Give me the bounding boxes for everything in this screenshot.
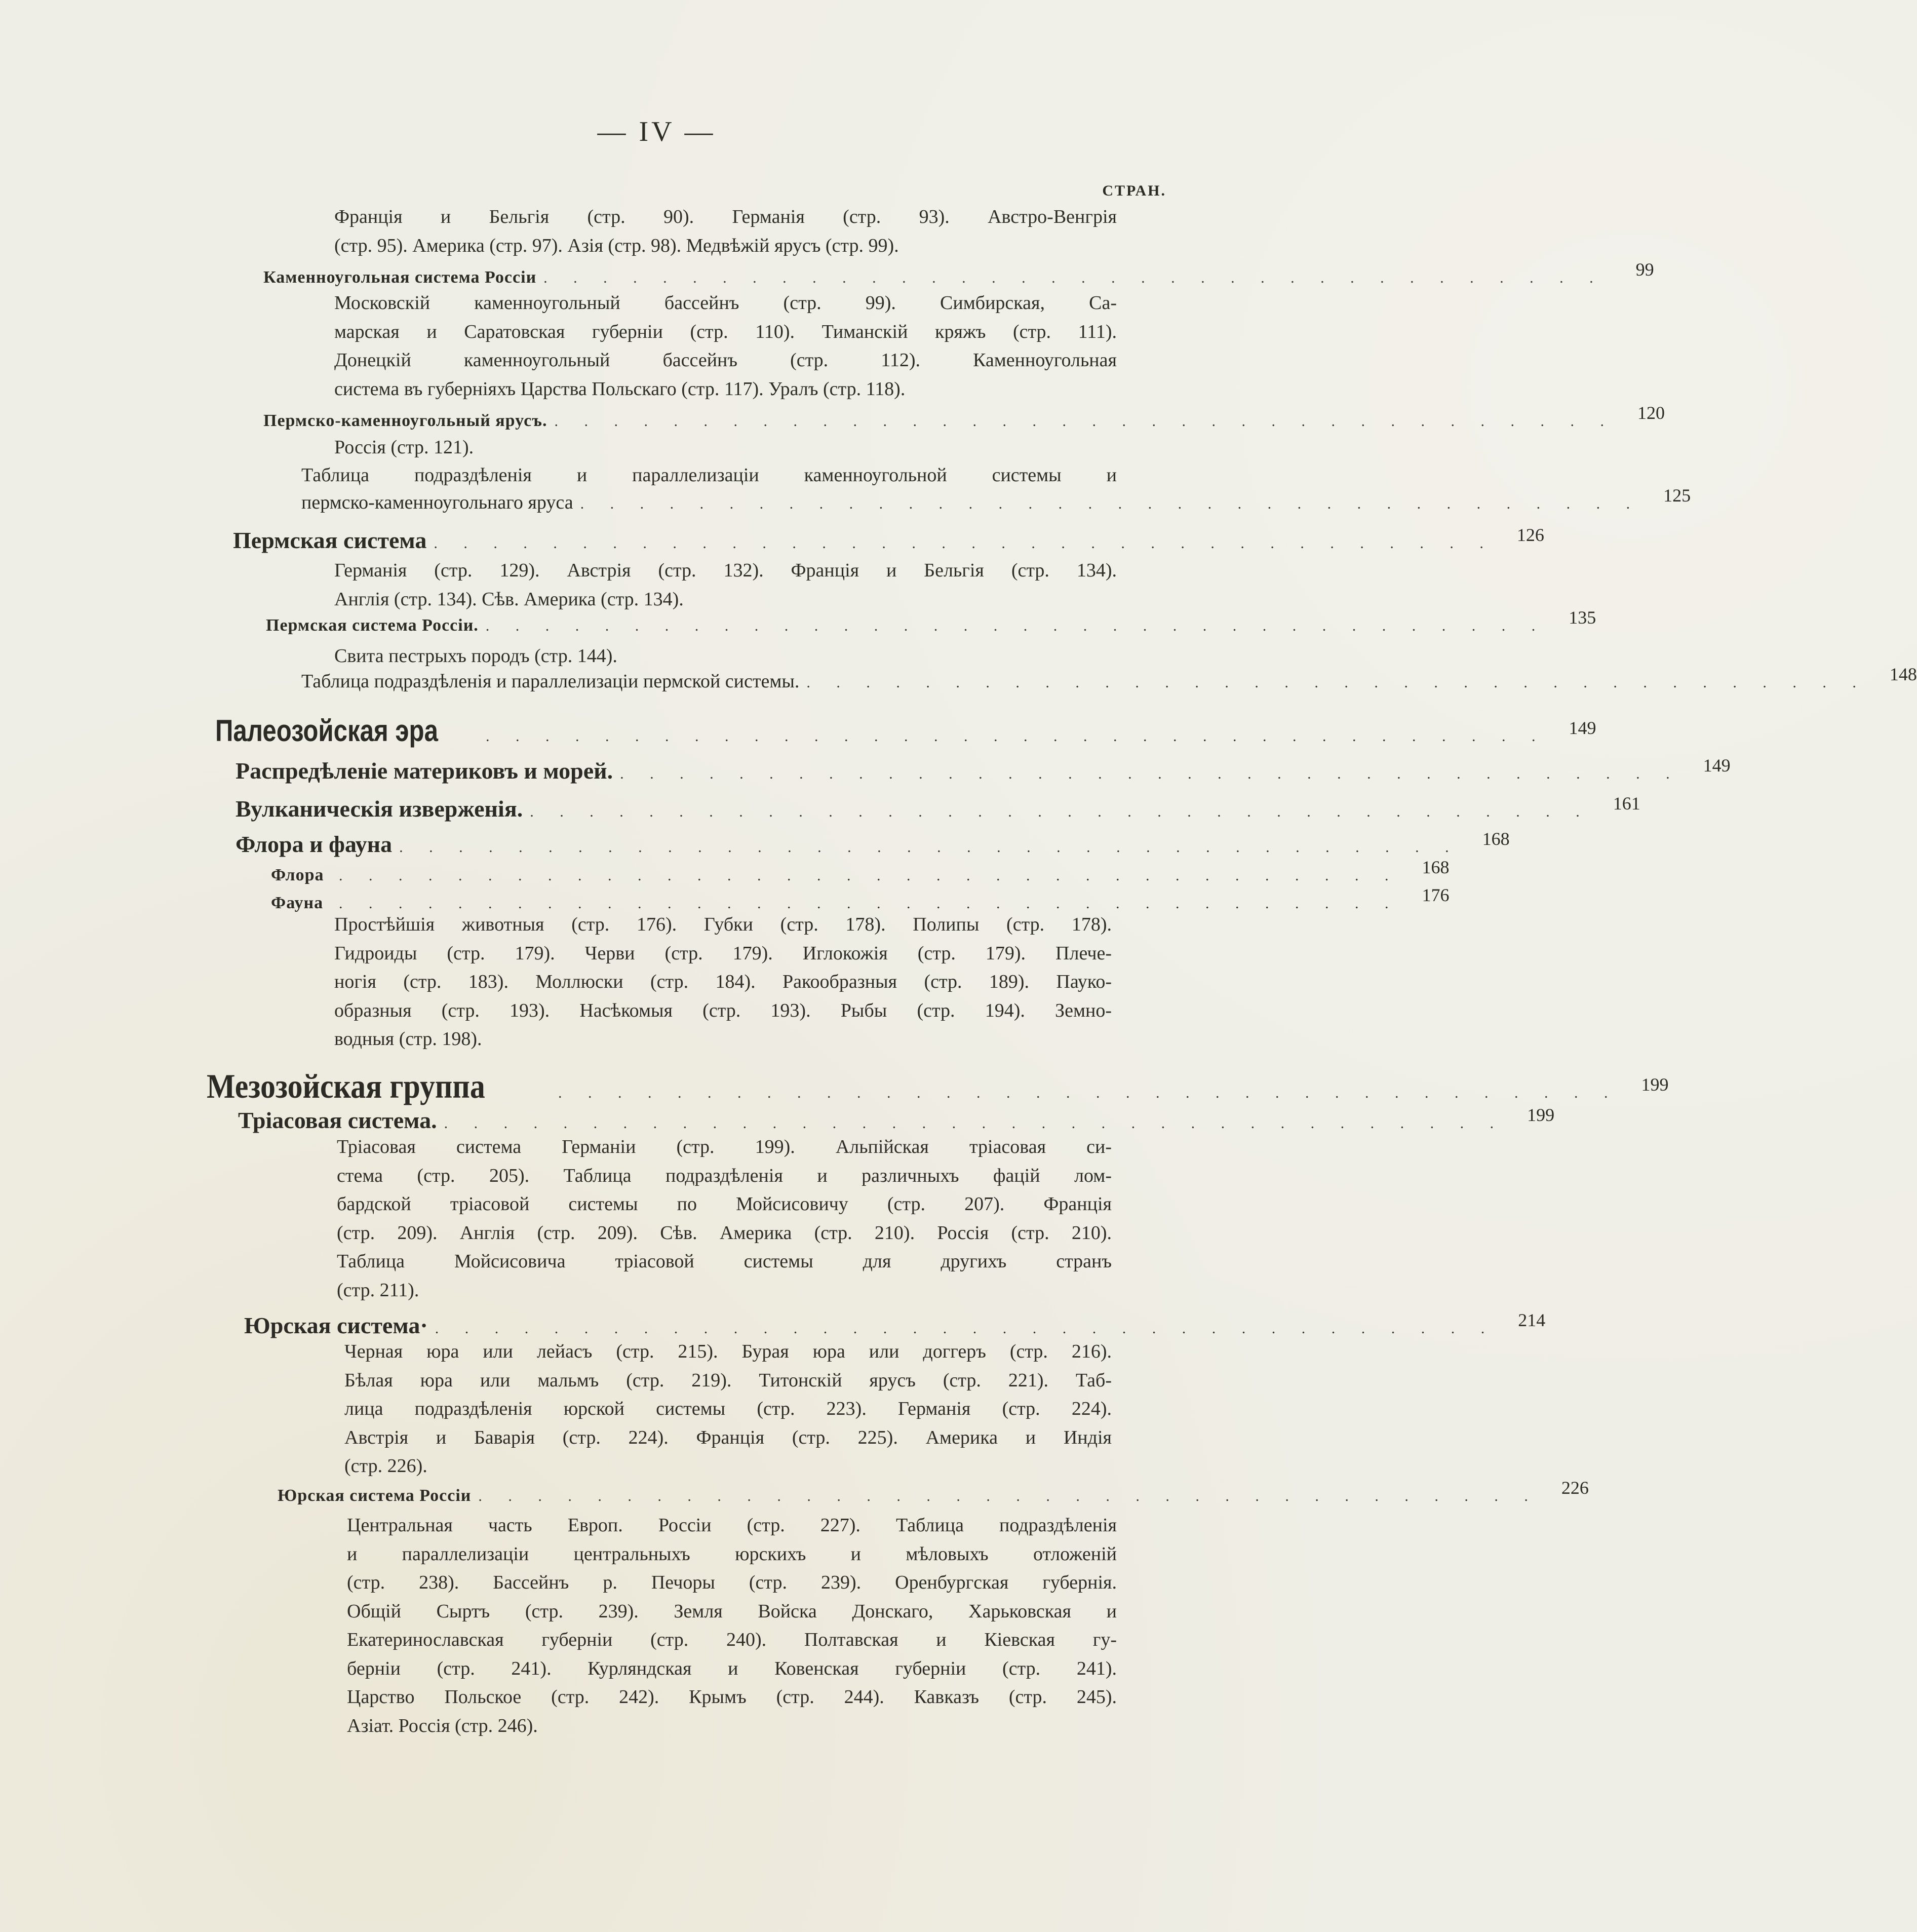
- entry-title: Фауна: [271, 894, 324, 912]
- desc-line: стема (стр. 205). Таблица подраздѣленiя и различныхъ фацiй лом-: [337, 1165, 1112, 1186]
- leader-dots: . . . . . . . . . . . . . . . . . . . . . . . . . . . . . . . . . . . .: [339, 895, 1400, 912]
- entry-title: Пермская система Россiи.: [266, 616, 479, 635]
- desc-line: Таблица Мойсисовича трiасовой системы для другихъ странъ: [337, 1251, 1112, 1272]
- entry-title-wrap: [207, 1066, 551, 1106]
- desc-line: Донецкiй каменноугольный бассейнъ (стр. 112). Каменноугольная: [334, 350, 1117, 371]
- desc-line: Черная юра или лейасъ (стр. 215). Бурая юра или доггеръ (стр. 216).: [344, 1341, 1112, 1362]
- desc-line: Таблица подраздѣленiя и параллелизацiи каменноугольной системы и: [301, 465, 1117, 486]
- desc-line: (стр. 209). Англiя (стр. 209). Сѣв. Америка (стр. 210). Россiя (стр. 210).: [337, 1222, 1112, 1244]
- entry-title-wrap: [215, 713, 479, 748]
- toc-entry[interactable]: [236, 755, 1731, 786]
- toc-entry[interactable]: [244, 1310, 1546, 1340]
- desc-line: (стр. 238). Бассейнъ р. Печоры (стр. 239). Оренбургская губернiя.: [347, 1572, 1117, 1593]
- leader-dots: . . . . . . . . . . . . . . . . . . . . . . . . . . . . . . . . . . . .: [530, 803, 1591, 820]
- entry-page: 149: [1703, 755, 1731, 776]
- desc-line: бардской трiасовой системы по Мойсисовичу (стр. 207). Францiя: [337, 1193, 1112, 1215]
- desc-line: Гидроиды (стр. 179). Черви (стр. 179). Иглокожiя (стр. 179). Плече-: [334, 942, 1112, 964]
- leader-dots: . . . . . . . . . . . . . . . . . . . . . . . . . . . . . . . . . . . .: [543, 269, 1605, 286]
- entry-page: 168: [1482, 829, 1510, 849]
- desc-line: Московскiй каменноугольный бассейнъ (стр. 99). Симбирская, Са-: [334, 292, 1117, 314]
- toc-description: [301, 461, 1117, 490]
- entry-title: пермско-каменноугольнаго яруса: [301, 492, 573, 513]
- entry-page: 199: [1527, 1105, 1555, 1125]
- leader-dots: . . . . . . . . . . . . . . . . . . . . . . . . . . . . . . . . . . . .: [444, 1115, 1505, 1132]
- toc-entry[interactable]: [215, 713, 1596, 748]
- entry-title: Таблица подраздѣленiя и параллелизацiи пермской системы.: [301, 671, 800, 692]
- entry-page: 168: [1422, 857, 1450, 877]
- toc-description: [344, 1337, 1112, 1481]
- leader-dots: . . . . . . . . . . . . . . . . . . . . . . . . . . . . . . . . . . . .: [806, 674, 1867, 691]
- desc-line: Простѣйшiя животныя (стр. 176). Губки (стр. 178). Полипы (стр. 178).: [334, 914, 1112, 935]
- desc-line: Австрiя и Баварiя (стр. 224). Францiя (стр. 225). Америка и Индiя: [344, 1426, 1112, 1448]
- desc-line: система въ губернiяхъ Царства Польскаго (стр. 117). Уралъ (стр. 118).: [334, 378, 906, 400]
- entry-page: 120: [1637, 403, 1665, 423]
- entry-page: 199: [1641, 1074, 1669, 1095]
- entry-page: 135: [1569, 607, 1596, 628]
- toc-entry[interactable]: [236, 793, 1640, 824]
- leader-dots: . . . . . . . . . . . . . . . . . . . . . . . . . . . . . . . . . . . .: [339, 867, 1400, 884]
- toc-description: [334, 203, 1117, 260]
- leader-dots: . . . . . . . . . . . . . . . . . . . . . . . . . . . . . . . . . . . .: [478, 1488, 1539, 1504]
- entry-page: 99: [1635, 259, 1654, 280]
- desc-line: ногiя (стр. 183). Моллюски (стр. 184). Ракообразныя (стр. 189). Пауко-: [334, 971, 1112, 992]
- toc-description: [334, 289, 1117, 403]
- entry-title: Палеозойская эра: [215, 714, 438, 748]
- pages-column-label: СТРАН.: [1102, 182, 1166, 199]
- toc-description: [347, 1511, 1117, 1740]
- leader-dots: . . . . . . . . . . . . . . . . . . . . . . . . . . . . . . . . . . . .: [434, 535, 1495, 552]
- leader-dots: . . . . . . . . . . . . . . . . . . . . . . . . . . . . . . . . . . . .: [554, 413, 1616, 430]
- entry-title: Юрская система Россiи: [278, 1486, 472, 1505]
- desc-line: (стр. 211).: [337, 1279, 419, 1301]
- toc-entry[interactable]: [301, 485, 1691, 520]
- desc-line: Общiй Сыртъ (стр. 239). Земля Войска Донскаго, Харьковская и: [347, 1600, 1117, 1622]
- entry-title: Вулканическiя изверженiя.: [236, 796, 523, 822]
- desc-line: Россiя (стр. 121).: [334, 437, 474, 458]
- entry-page: 161: [1613, 793, 1640, 814]
- desc-line: Азiат. Россiя (стр. 246).: [347, 1715, 538, 1736]
- entry-title: Флора: [271, 866, 324, 884]
- entry-page: 148: [1889, 664, 1917, 684]
- desc-line: Бѣлая юра или мальмъ (стр. 219). Титонскiй ярусъ (стр. 221). Таб-: [344, 1369, 1112, 1391]
- desc-line: Свита пестрыхъ породъ (стр. 144).: [334, 645, 617, 667]
- entry-page: 176: [1422, 885, 1450, 905]
- leader-dots: . . . . . . . . . . . . . . . . . . . . . . . . . . . . . . . . . . . .: [486, 728, 1547, 745]
- entry-title: Каменноугольная система Россiи: [263, 268, 537, 287]
- toc-description: [334, 642, 1117, 671]
- toc-entry[interactable]: [278, 1478, 1589, 1513]
- desc-line: Германiя (стр. 129). Австрiя (стр. 132). Францiя и Бельгiя (стр. 134).: [334, 560, 1117, 581]
- desc-line: водныя (стр. 198).: [334, 1028, 482, 1050]
- toc-description: [334, 433, 1117, 462]
- entry-page: 226: [1561, 1478, 1589, 1498]
- leader-dots: . . . . . . . . . . . . . . . . . . . . . . . . . . . . . . . . . . . .: [580, 495, 1641, 512]
- entry-title: Трiасовая система.: [238, 1107, 437, 1133]
- entry-page: 126: [1516, 525, 1544, 545]
- entry-page: 125: [1663, 485, 1691, 506]
- desc-line: Екатеринославская губернiи (стр. 240). Полтавская и Кiевская гу-: [347, 1629, 1117, 1650]
- leader-dots: . . . . . . . . . . . . . . . . . . . . . . . . . . . . . . . . . . . .: [558, 1085, 1619, 1101]
- entry-title: Юрская система·: [244, 1312, 428, 1338]
- desc-line: бернiи (стр. 241). Курляндская и Ковенская губернiи (стр. 241).: [347, 1657, 1117, 1679]
- entry-title: Пермско-каменноугольный ярусъ.: [263, 411, 547, 430]
- desc-line: Трiасовая система Германiи (стр. 199). Альпiйская трiасовая си-: [337, 1136, 1112, 1157]
- toc-entry[interactable]: [207, 1066, 1669, 1105]
- leader-dots: . . . . . . . . . . . . . . . . . . . . . . . . . . . . . . . . . . . .: [399, 839, 1460, 856]
- page-number: — IV —: [597, 116, 716, 147]
- leader-dots: . . . . . . . . . . . . . . . . . . . . . . . . . . . . . . . . . . . .: [435, 1320, 1496, 1337]
- toc-entry[interactable]: [238, 1105, 1555, 1135]
- leader-dots: . . . . . . . . . . . . . . . . . . . . . . . . . . . . . . . . . . . .: [620, 765, 1681, 782]
- desc-line: Англiя (стр. 134). Сѣв. Америка (стр. 134).: [334, 588, 684, 610]
- toc-description: [334, 556, 1117, 613]
- toc-description: [337, 1133, 1112, 1304]
- leader-dots: . . . . . . . . . . . . . . . . . . . . . . . . . . . . . . . . . . . .: [485, 617, 1547, 634]
- entry-page: 149: [1569, 718, 1596, 738]
- desc-line: образныя (стр. 193). Насѣкомыя (стр. 193). Рыбы (стр. 194). Земно-: [334, 999, 1112, 1021]
- entry-title: Мезозойская группа: [207, 1067, 485, 1105]
- desc-line: Царство Польское (стр. 242). Крымъ (стр. 244). Кавказъ (стр. 245).: [347, 1686, 1117, 1708]
- desc-line: марская и Саратовская губернiи (стр. 110). Тиманскiй кряжъ (стр. 111).: [334, 321, 1117, 342]
- entry-title: Флора и фауна: [236, 831, 393, 857]
- toc-entry[interactable]: [301, 664, 1917, 699]
- entry-title: Пермская система: [233, 527, 427, 553]
- desc-line: Центральная часть Европ. Россiи (стр. 227). Таблица подраздѣленiя: [347, 1515, 1117, 1536]
- desc-line: (стр. 95). Америка (стр. 97). Азiя (стр. 98). Медвѣжiй ярусъ (стр. 99).: [334, 235, 899, 256]
- toc-entry[interactable]: [233, 525, 1544, 555]
- desc-line: (стр. 226).: [344, 1455, 427, 1477]
- desc-line: и параллелизацiи центральныхъ юрскихъ и мѣловыхъ отложенiй: [347, 1543, 1117, 1565]
- entry-page: 214: [1518, 1310, 1546, 1330]
- entry-title: Распредѣленiе материковъ и морей.: [236, 758, 613, 784]
- desc-line: Францiя и Бельгiя (стр. 90). Германiя (стр. 93). Австро-Венгрiя: [334, 206, 1117, 227]
- toc-entry[interactable]: [266, 607, 1596, 642]
- desc-line: лица подраздѣленiя юрской системы (стр. 223). Германiя (стр. 224).: [344, 1398, 1112, 1419]
- toc-description: [334, 910, 1112, 1054]
- toc-entry[interactable]: [271, 857, 1450, 892]
- toc-entry[interactable]: [236, 829, 1510, 859]
